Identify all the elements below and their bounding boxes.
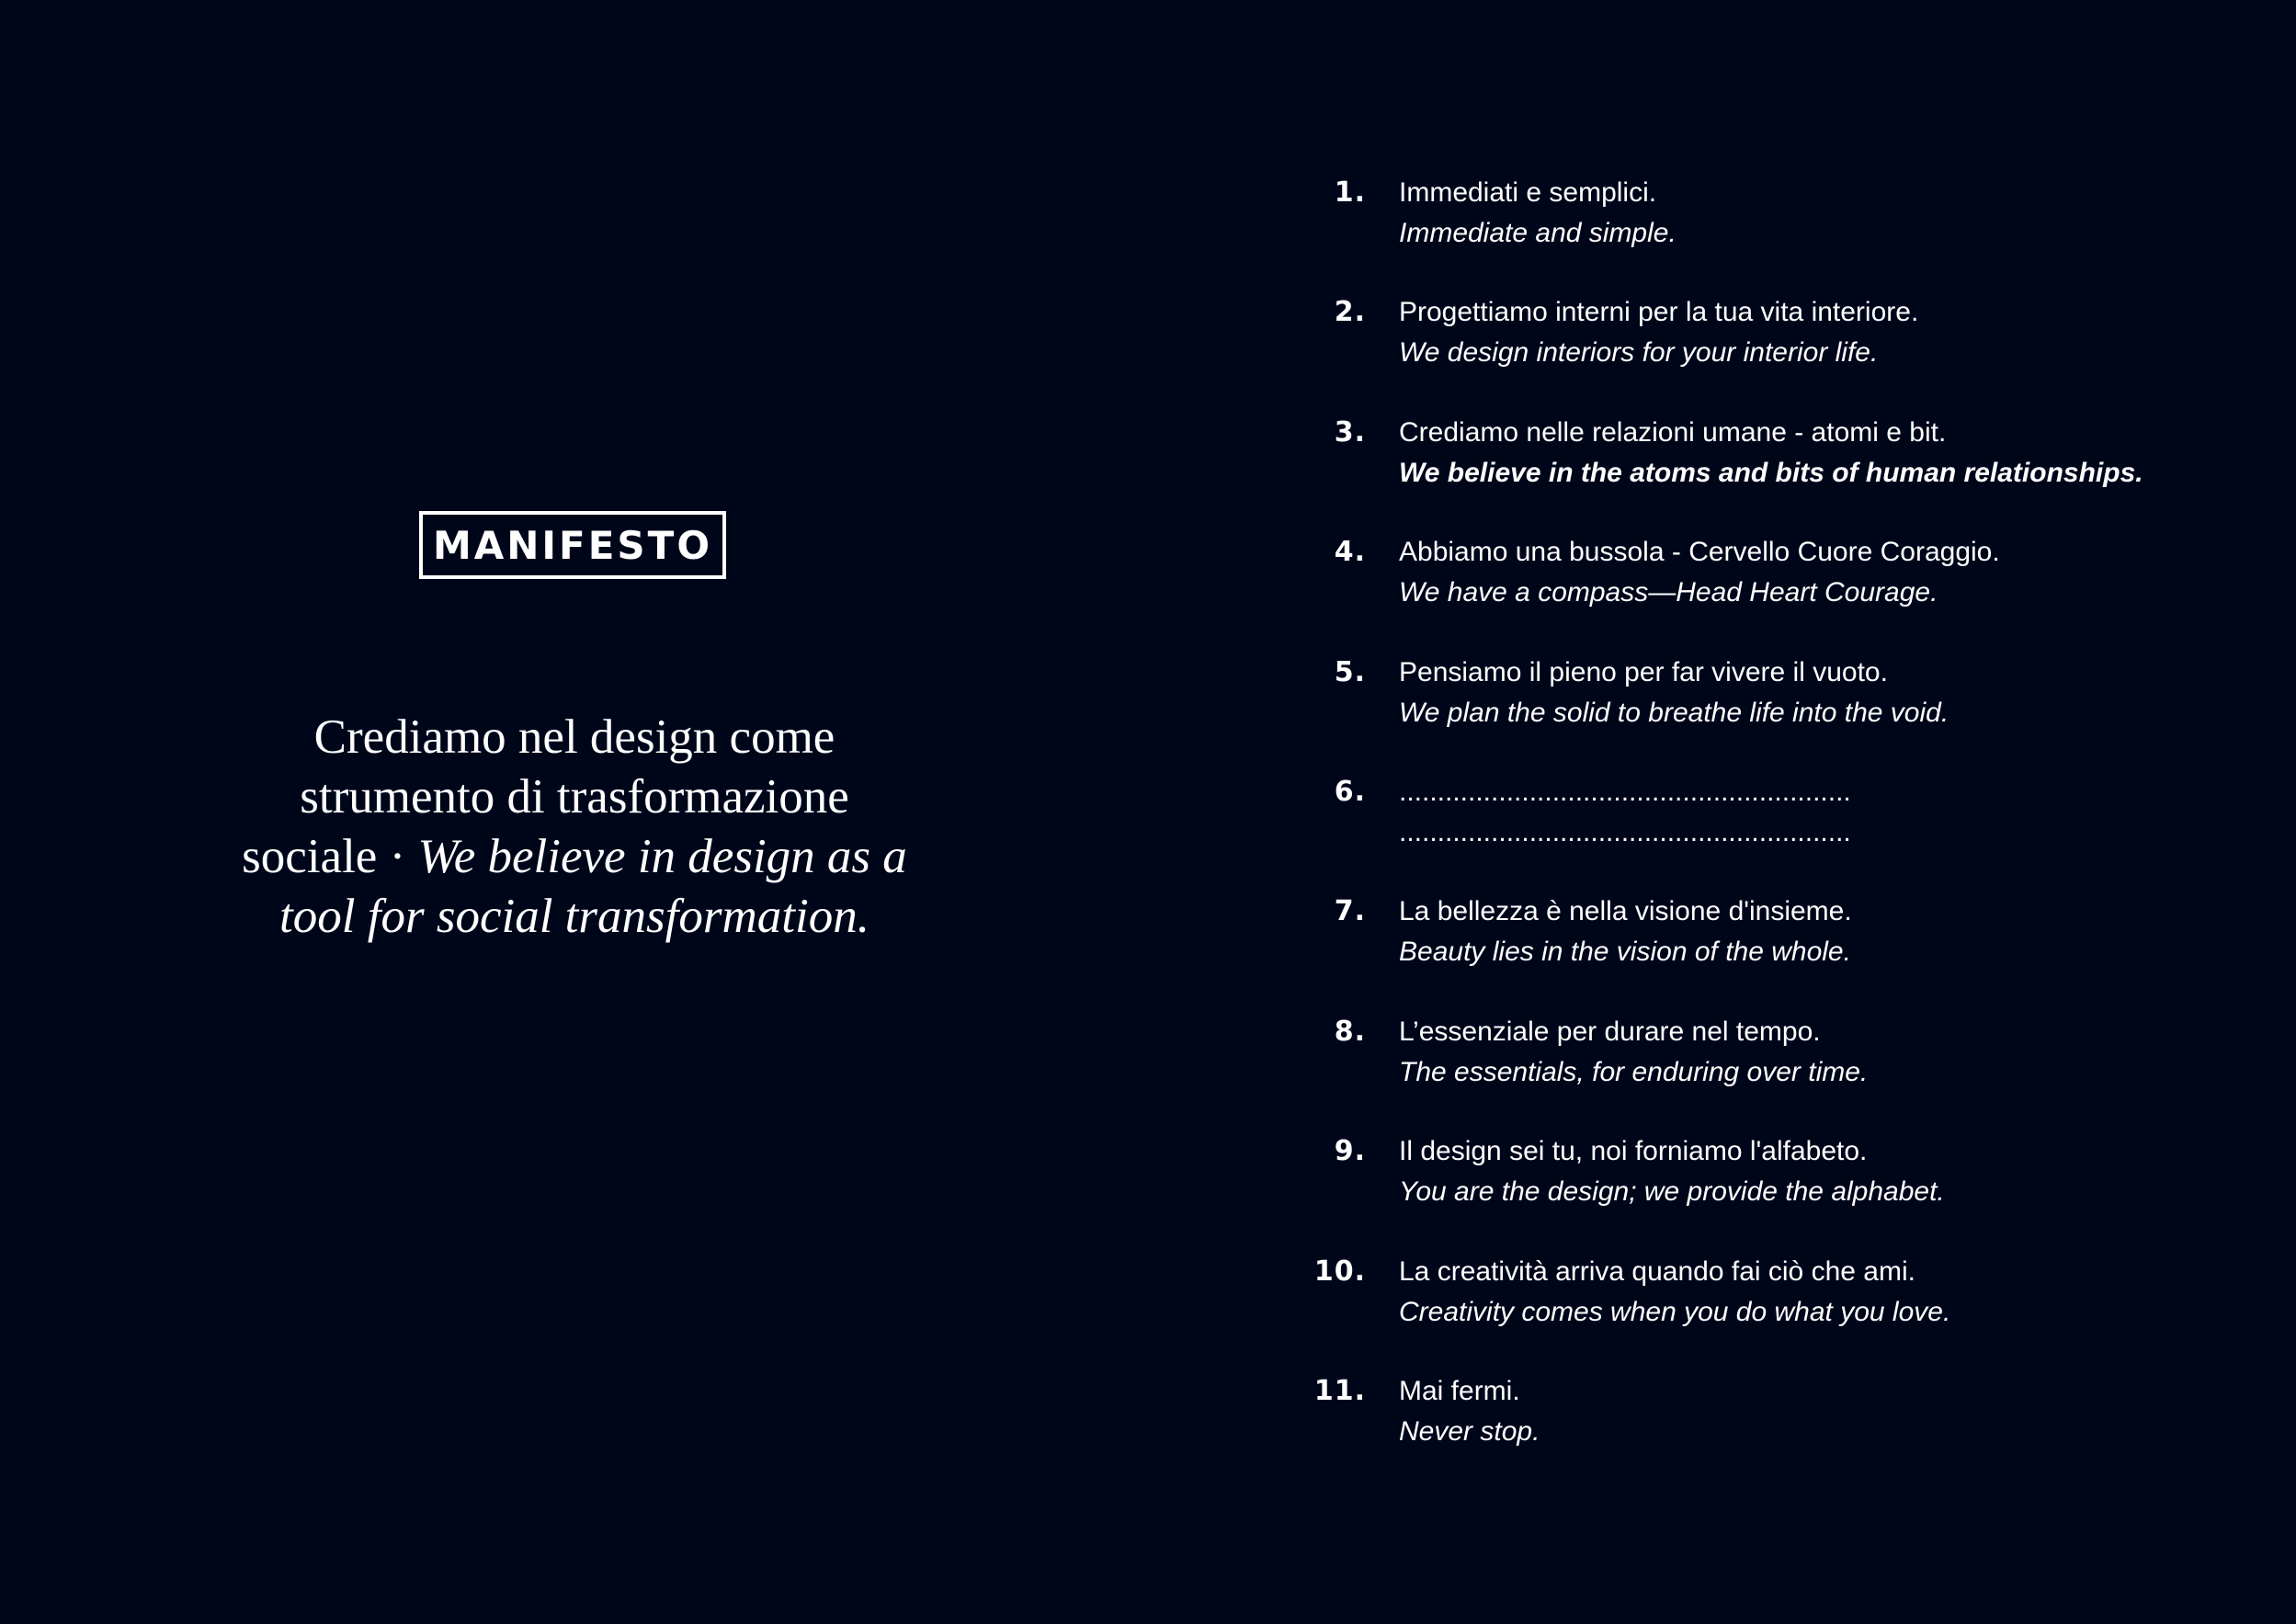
- item-italian: Abbiamo una bussola - Cervello Cuore Coraggio.: [1399, 537, 2000, 568]
- item-english: We design interiors for your interior life.: [1399, 337, 1879, 369]
- item-number: 5.: [1334, 655, 1366, 688]
- item-english: The essentials, for enduring over time.: [1399, 1056, 1869, 1087]
- item-english: ...........................................................: [1399, 816, 1851, 847]
- list-item: [1287, 173, 2206, 292]
- item-italian: Crediamo nelle relazioni umane - atomi e bit.: [1399, 416, 1947, 448]
- item-italian: Progettiamo interni per la tua vita interiore.: [1399, 297, 1919, 328]
- item-number: 6.: [1334, 775, 1366, 808]
- item-english: Immediate and simple.: [1399, 218, 1677, 248]
- item-number: 7.: [1334, 895, 1366, 928]
- list-item: [1287, 292, 2206, 412]
- manifesto-statement: [230, 708, 919, 947]
- list-item: [1287, 772, 2206, 891]
- list-item: [1287, 1131, 2206, 1251]
- statement-italian: Crediamo nel design come strumento di trasformazione sociale ·: [242, 710, 849, 883]
- item-english: Never stop.: [1399, 1415, 1540, 1447]
- item-number: 11.: [1313, 1374, 1366, 1407]
- list-item: [1287, 413, 2206, 532]
- list-item: [1287, 653, 2206, 772]
- item-italian: Immediati e semplici.: [1399, 177, 1657, 208]
- manifesto-list: [1287, 173, 2206, 1491]
- item-italian: Il design sei tu, noi forniamo l'alfabeto.: [1399, 1136, 1868, 1167]
- list-item: [1287, 891, 2206, 1011]
- list-item: [1287, 1012, 2206, 1131]
- list-item: [1287, 1252, 2206, 1371]
- item-italian: La bellezza è nella visione d'insieme.: [1399, 896, 1852, 927]
- item-english: We believe in the atoms and bits of human relationships.: [1399, 457, 2143, 488]
- item-italian: Mai fermi.: [1399, 1375, 1520, 1406]
- item-italian: L’essenziale per durare nel tempo.: [1399, 1016, 1821, 1047]
- item-number: 10.: [1313, 1255, 1366, 1288]
- item-english: We have a compass—Head Heart Courage.: [1399, 577, 1938, 608]
- item-italian: ...........................................................: [1399, 776, 1851, 807]
- item-english: You are the design; we provide the alphabet.: [1399, 1176, 1945, 1208]
- statement-english: We believe in design as a tool for social transformation.: [279, 830, 907, 943]
- item-italian: Pensiamo il pieno per far vivere il vuoto.: [1399, 656, 1888, 687]
- item-english: Beauty lies in the vision of the whole.: [1399, 937, 1851, 968]
- item-english: Creativity comes when you do what you love.: [1399, 1296, 1951, 1327]
- list-item: [1287, 532, 2206, 652]
- item-number: 8.: [1334, 1015, 1366, 1048]
- item-number: 3.: [1334, 415, 1366, 449]
- item-number: 2.: [1334, 296, 1366, 329]
- item-italian: La creatività arriva quando fai ciò che ami.: [1399, 1255, 1915, 1287]
- item-number: 4.: [1334, 536, 1366, 569]
- item-english: We plan the solid to breathe life into the void.: [1399, 697, 1949, 728]
- list-item: [1287, 1371, 2206, 1491]
- item-number: 1.: [1334, 176, 1366, 209]
- manifesto-title: MANIFESTO: [419, 511, 726, 579]
- item-number: 9.: [1334, 1135, 1366, 1168]
